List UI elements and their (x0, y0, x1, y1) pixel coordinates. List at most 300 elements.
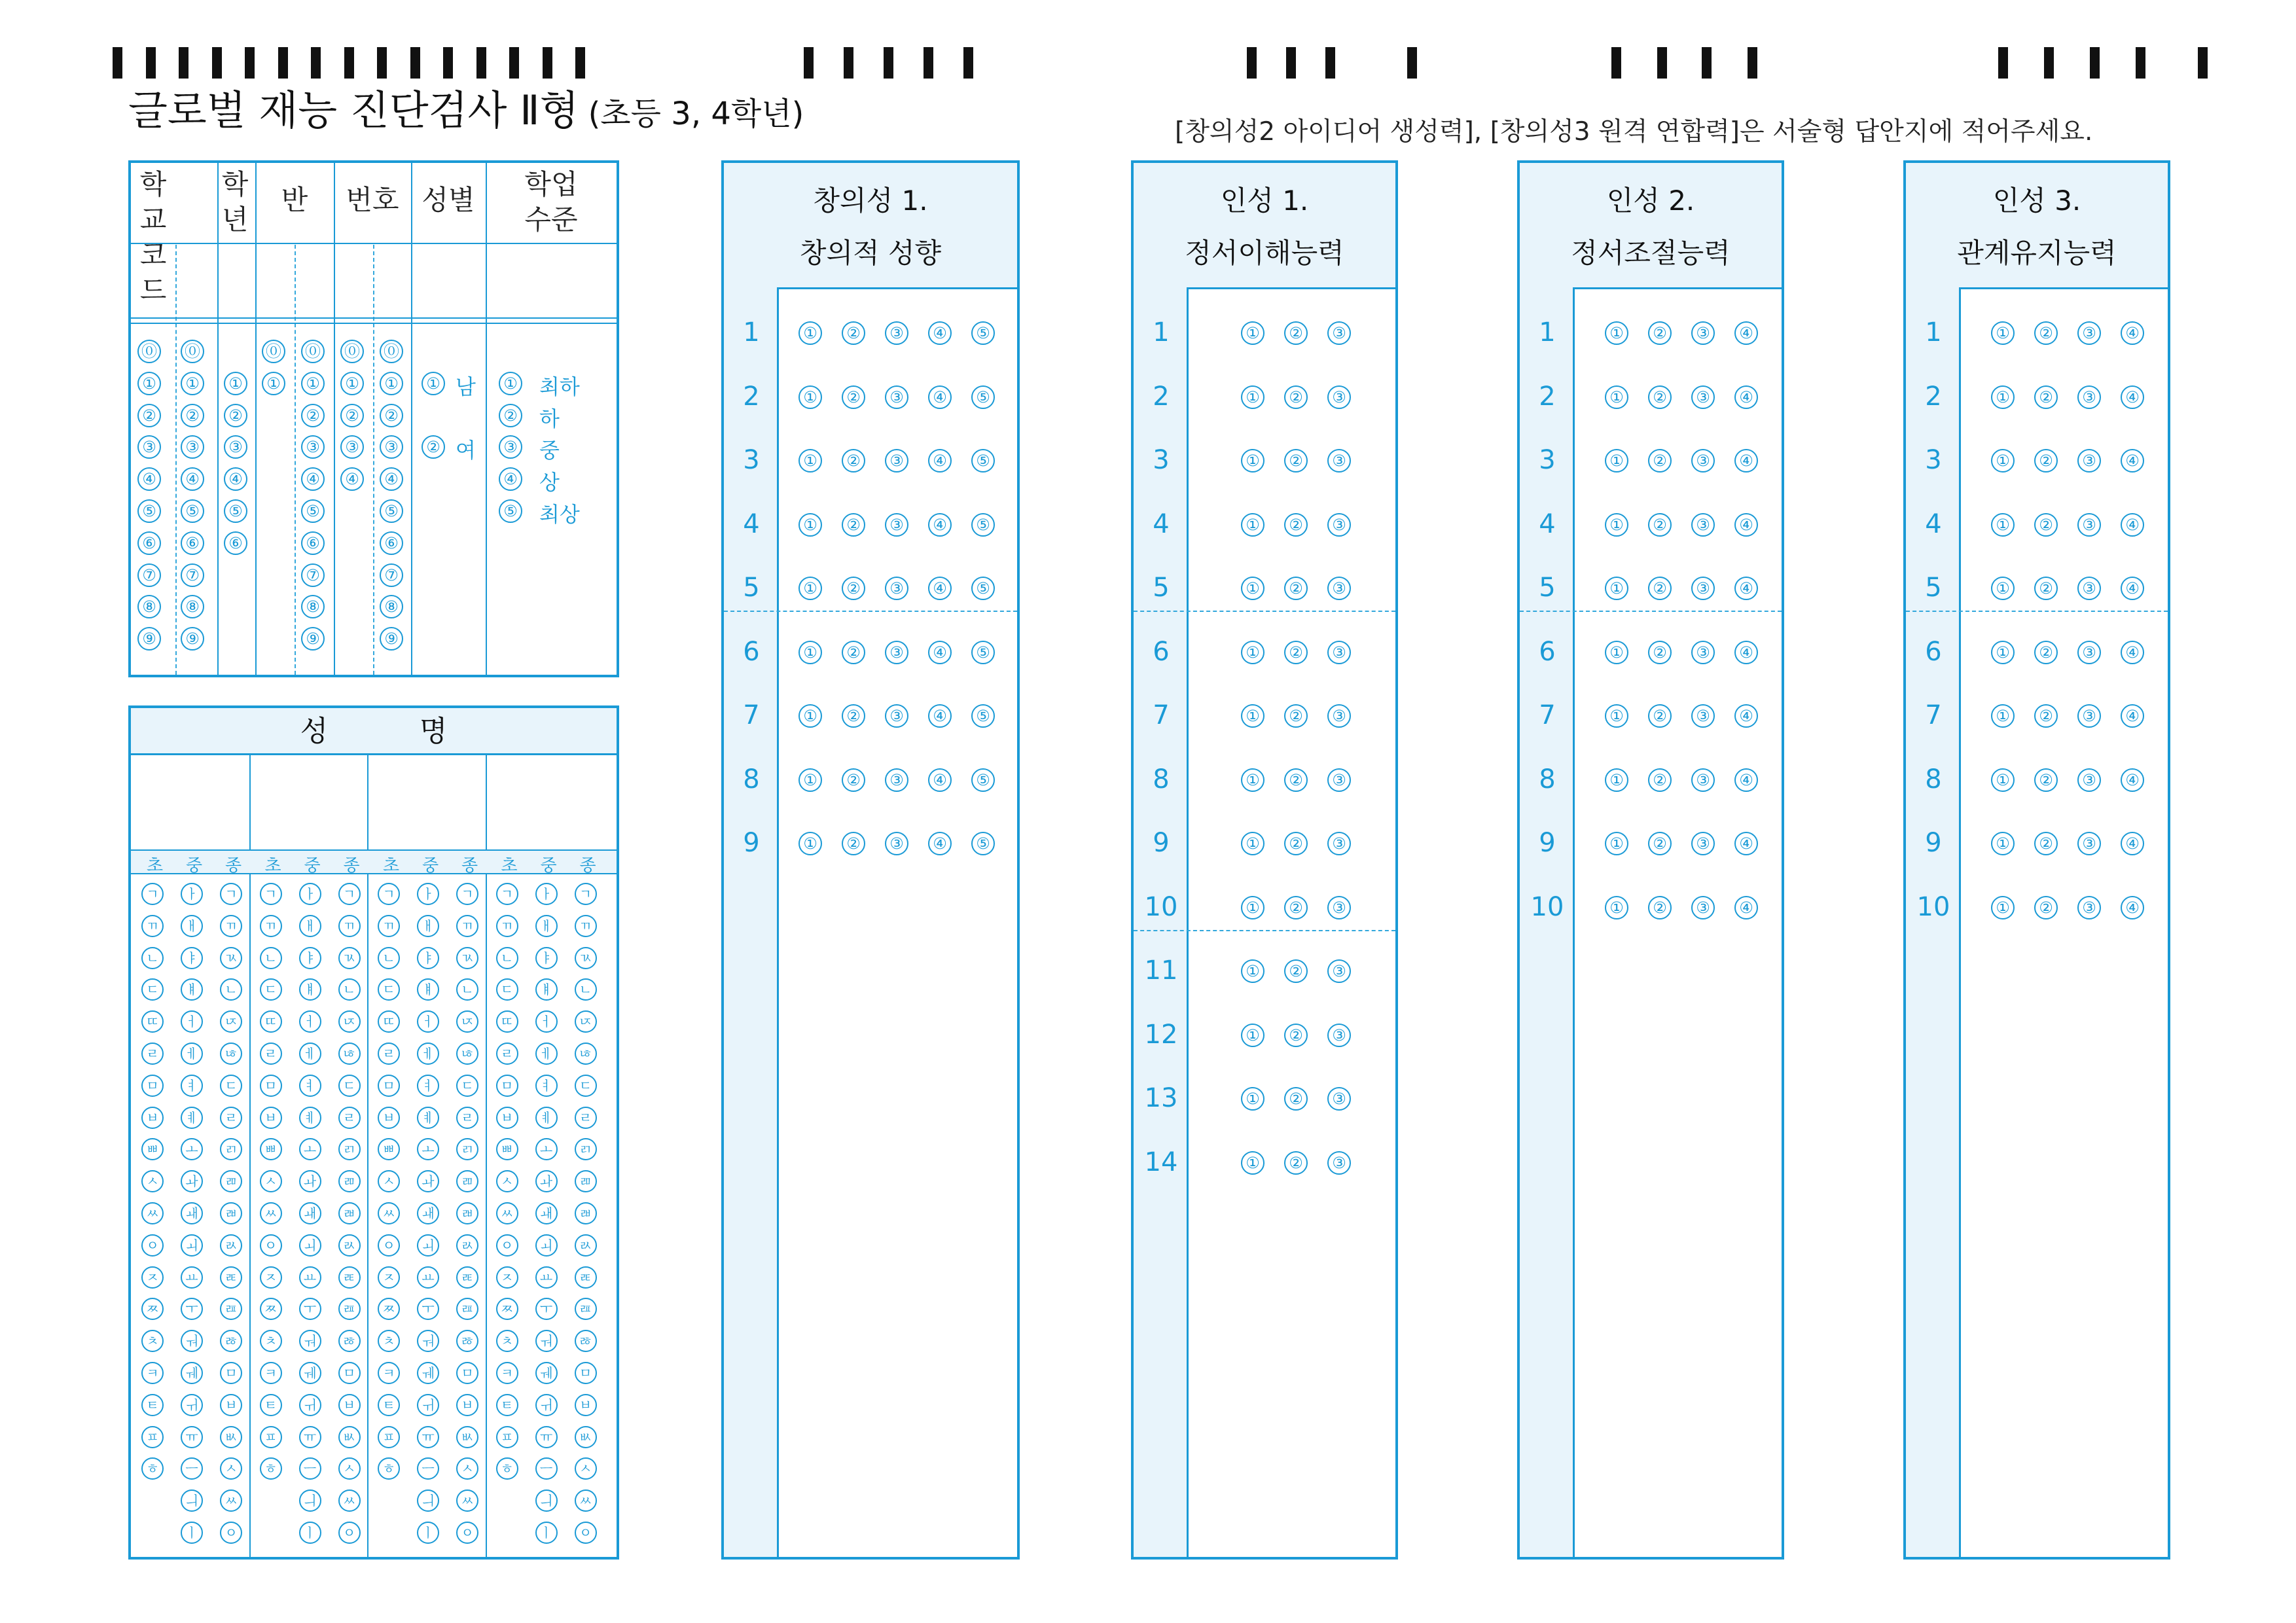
vowel-bubble[interactable]: ㅟ (417, 1394, 439, 1416)
answer-bubble[interactable]: ③ (1327, 641, 1351, 664)
initial-consonant-bubble[interactable]: ㅃ (141, 1138, 164, 1160)
final-consonant-bubble[interactable]: ㄳ (220, 947, 242, 969)
answer-bubble[interactable]: ① (1991, 641, 2015, 664)
answer-bubble[interactable]: ① (1991, 768, 2015, 792)
final-consonant-bubble[interactable]: ㄽ (338, 1234, 361, 1257)
vowel-bubble[interactable]: ㅣ (181, 1522, 203, 1544)
initial-consonant-bubble[interactable]: ㄹ (496, 1043, 518, 1065)
answer-bubble[interactable]: ① (1991, 385, 2015, 409)
answer-bubble[interactable]: ④ (1734, 896, 1758, 919)
answer-bubble[interactable]: ② (1284, 321, 1308, 345)
initial-consonant-bubble[interactable]: ㄷ (260, 978, 282, 1001)
initial-consonant-bubble[interactable]: ㄸ (141, 1010, 164, 1033)
vowel-bubble[interactable]: ㅞ (535, 1362, 558, 1384)
final-consonant-bubble[interactable]: ㄴ (575, 978, 597, 1001)
initial-consonant-bubble[interactable]: ㄲ (496, 915, 518, 937)
vowel-bubble[interactable]: ㅘ (299, 1170, 321, 1192)
initial-consonant-bubble[interactable]: ㅊ (260, 1330, 282, 1352)
answer-bubble[interactable]: ④ (1734, 321, 1758, 345)
answer-bubble[interactable]: ③ (1691, 896, 1715, 919)
initial-consonant-bubble[interactable]: ㅈ (141, 1266, 164, 1289)
answer-bubble[interactable]: ③ (1327, 449, 1351, 473)
answer-bubble[interactable]: ① (1241, 449, 1265, 473)
initial-consonant-bubble[interactable]: ㅅ (141, 1170, 164, 1192)
answer-bubble[interactable]: ② (1648, 896, 1672, 919)
class-bubble[interactable]: ② (301, 404, 325, 427)
final-consonant-bubble[interactable]: ㄳ (575, 947, 597, 969)
initial-consonant-bubble[interactable]: ㅅ (378, 1170, 400, 1192)
school-code-bubble[interactable]: ⑥ (181, 531, 204, 555)
vowel-bubble[interactable]: ㅣ (535, 1522, 558, 1544)
answer-bubble[interactable]: ② (1284, 1087, 1308, 1111)
vowel-bubble[interactable]: ㅔ (535, 1043, 558, 1065)
answer-bubble[interactable]: ① (1241, 1024, 1265, 1047)
answer-bubble[interactable]: ④ (1734, 385, 1758, 409)
vowel-bubble[interactable]: ㅟ (535, 1394, 558, 1416)
final-consonant-bubble[interactable]: ㄲ (338, 915, 361, 937)
vowel-bubble[interactable]: ㅟ (181, 1394, 203, 1416)
final-consonant-bubble[interactable]: ㄾ (456, 1266, 478, 1289)
answer-bubble[interactable]: ① (1991, 577, 2015, 600)
initial-consonant-bubble[interactable]: ㅈ (260, 1266, 282, 1289)
answer-bubble[interactable]: ③ (2077, 896, 2101, 919)
answer-bubble[interactable]: ④ (2121, 321, 2144, 345)
initial-consonant-bubble[interactable]: ㅎ (496, 1457, 518, 1480)
initial-consonant-bubble[interactable]: ㅍ (378, 1426, 400, 1448)
vowel-bubble[interactable]: ㅓ (181, 1010, 203, 1033)
final-consonant-bubble[interactable]: ㄺ (220, 1138, 242, 1160)
vowel-bubble[interactable]: ㅑ (535, 947, 558, 969)
vowel-bubble[interactable]: ㅜ (417, 1298, 439, 1320)
answer-bubble[interactable]: ⑤ (971, 641, 995, 664)
answer-bubble[interactable]: ① (798, 449, 822, 473)
vowel-bubble[interactable]: ㅘ (417, 1170, 439, 1192)
initial-consonant-bubble[interactable]: ㅁ (260, 1075, 282, 1097)
vowel-bubble[interactable]: ㅔ (181, 1043, 203, 1065)
initial-consonant-bubble[interactable]: ㄲ (141, 915, 164, 937)
initial-consonant-bubble[interactable]: ㅋ (141, 1362, 164, 1384)
class-bubble[interactable]: ⑧ (301, 595, 325, 618)
answer-bubble[interactable]: ① (1991, 896, 2015, 919)
vowel-bubble[interactable]: ㅏ (535, 883, 558, 905)
answer-bubble[interactable]: ① (1241, 1151, 1265, 1175)
vowel-bubble[interactable]: ㅚ (535, 1234, 558, 1257)
initial-consonant-bubble[interactable]: ㅌ (260, 1394, 282, 1416)
vowel-bubble[interactable]: ㅘ (535, 1170, 558, 1192)
class-bubble[interactable]: ④ (301, 467, 325, 491)
final-consonant-bubble[interactable]: ㄷ (456, 1075, 478, 1097)
level-bubble[interactable]: ① (499, 372, 522, 395)
answer-bubble[interactable]: ② (2034, 832, 2058, 855)
vowel-bubble[interactable]: ㅑ (417, 947, 439, 969)
answer-bubble[interactable]: ① (1241, 577, 1265, 600)
answer-bubble[interactable]: ② (1648, 832, 1672, 855)
initial-consonant-bubble[interactable]: ㅃ (496, 1138, 518, 1160)
vowel-bubble[interactable]: ㅑ (299, 947, 321, 969)
school-code-bubble[interactable]: ⑤ (181, 499, 204, 523)
answer-bubble[interactable]: ④ (2121, 513, 2144, 537)
final-consonant-bubble[interactable]: ㄹ (338, 1107, 361, 1129)
answer-bubble[interactable]: ② (1648, 321, 1672, 345)
school-code-bubble[interactable]: ④ (181, 467, 204, 491)
answer-bubble[interactable]: ④ (928, 768, 952, 792)
answer-bubble[interactable]: ④ (1734, 577, 1758, 600)
final-consonant-bubble[interactable]: ㄶ (220, 1043, 242, 1065)
answer-bubble[interactable]: ① (1991, 449, 2015, 473)
answer-bubble[interactable]: ① (1605, 704, 1628, 728)
initial-consonant-bubble[interactable]: ㄷ (141, 978, 164, 1001)
school-code-bubble[interactable]: ⑨ (181, 627, 204, 651)
initial-consonant-bubble[interactable]: ㅎ (141, 1457, 164, 1480)
vowel-bubble[interactable]: ㅙ (535, 1202, 558, 1224)
final-consonant-bubble[interactable]: ㄴ (338, 978, 361, 1001)
answer-bubble[interactable]: ② (842, 577, 865, 600)
answer-bubble[interactable]: ④ (928, 577, 952, 600)
answer-bubble[interactable]: ⑤ (971, 385, 995, 409)
school-code-bubble[interactable]: ③ (181, 435, 204, 459)
initial-consonant-bubble[interactable]: ㄷ (496, 978, 518, 1001)
answer-bubble[interactable]: ② (1284, 513, 1308, 537)
answer-bubble[interactable]: ② (842, 641, 865, 664)
final-consonant-bubble[interactable]: ㄿ (456, 1298, 478, 1320)
answer-bubble[interactable]: ④ (1734, 768, 1758, 792)
final-consonant-bubble[interactable]: ㅅ (456, 1457, 478, 1480)
school-code-bubble[interactable]: ① (137, 372, 161, 395)
vowel-bubble[interactable]: ㅟ (299, 1394, 321, 1416)
final-consonant-bubble[interactable]: ㄻ (338, 1170, 361, 1192)
answer-bubble[interactable]: ② (1284, 896, 1308, 919)
initial-consonant-bubble[interactable]: ㄴ (378, 947, 400, 969)
vowel-bubble[interactable]: ㅢ (299, 1489, 321, 1512)
answer-bubble[interactable]: ① (1241, 896, 1265, 919)
vowel-bubble[interactable]: ㅖ (181, 1107, 203, 1129)
answer-bubble[interactable]: ② (1648, 768, 1672, 792)
answer-bubble[interactable]: ④ (928, 513, 952, 537)
answer-bubble[interactable]: ③ (885, 641, 908, 664)
initial-consonant-bubble[interactable]: ㄸ (496, 1010, 518, 1033)
answer-bubble[interactable]: ② (1648, 704, 1672, 728)
final-consonant-bubble[interactable]: ㅆ (456, 1489, 478, 1512)
vowel-bubble[interactable]: ㅠ (417, 1426, 439, 1448)
final-consonant-bubble[interactable]: ㄾ (575, 1266, 597, 1289)
vowel-bubble[interactable]: ㅔ (417, 1043, 439, 1065)
answer-bubble[interactable]: ② (2034, 513, 2058, 537)
initial-consonant-bubble[interactable]: ㄹ (260, 1043, 282, 1065)
answer-bubble[interactable]: ④ (2121, 768, 2144, 792)
answer-bubble[interactable]: ③ (885, 385, 908, 409)
final-consonant-bubble[interactable]: ㄿ (575, 1298, 597, 1320)
answer-bubble[interactable]: ③ (1327, 321, 1351, 345)
answer-bubble[interactable]: ③ (1327, 959, 1351, 983)
final-consonant-bubble[interactable]: ㄽ (456, 1234, 478, 1257)
initial-consonant-bubble[interactable]: ㅃ (260, 1138, 282, 1160)
initial-consonant-bubble[interactable]: ㅉ (141, 1298, 164, 1320)
answer-bubble[interactable]: ② (2034, 641, 2058, 664)
vowel-bubble[interactable]: ㅒ (181, 978, 203, 1001)
final-consonant-bubble[interactable]: ㄺ (338, 1138, 361, 1160)
answer-bubble[interactable]: ② (842, 321, 865, 345)
school-code-bubble[interactable]: ① (181, 372, 204, 395)
vowel-bubble[interactable]: ㅞ (299, 1362, 321, 1384)
final-consonant-bubble[interactable]: ㅁ (456, 1362, 478, 1384)
class-bubble[interactable]: ⑤ (301, 499, 325, 523)
number-bubble[interactable]: ① (380, 372, 403, 395)
initial-consonant-bubble[interactable]: ㅉ (378, 1298, 400, 1320)
class-bubble[interactable]: ③ (301, 435, 325, 459)
answer-bubble[interactable]: ⑤ (971, 768, 995, 792)
final-consonant-bubble[interactable]: ㄶ (575, 1043, 597, 1065)
answer-bubble[interactable]: ② (1284, 832, 1308, 855)
vowel-bubble[interactable]: ㅕ (299, 1075, 321, 1097)
final-consonant-bubble[interactable]: ㄽ (575, 1234, 597, 1257)
answer-bubble[interactable]: ③ (2077, 704, 2101, 728)
vowel-bubble[interactable]: ㅡ (181, 1457, 203, 1480)
initial-consonant-bubble[interactable]: ㅉ (260, 1298, 282, 1320)
vowel-bubble[interactable]: ㅙ (417, 1202, 439, 1224)
answer-bubble[interactable]: ③ (2077, 577, 2101, 600)
school-code-bubble[interactable]: ⓪ (137, 340, 161, 363)
initial-consonant-bubble[interactable]: ㄱ (496, 883, 518, 905)
vowel-bubble[interactable]: ㅐ (417, 915, 439, 937)
answer-bubble[interactable]: ④ (2121, 832, 2144, 855)
number-bubble[interactable]: ⓪ (380, 340, 403, 363)
final-consonant-bubble[interactable]: ㅂ (338, 1394, 361, 1416)
initial-consonant-bubble[interactable]: ㅈ (496, 1266, 518, 1289)
answer-bubble[interactable]: ③ (1327, 832, 1351, 855)
number-bubble[interactable]: ③ (380, 435, 403, 459)
answer-bubble[interactable]: ③ (1691, 641, 1715, 664)
final-consonant-bubble[interactable]: ㅁ (575, 1362, 597, 1384)
final-consonant-bubble[interactable]: ㄹ (456, 1107, 478, 1129)
final-consonant-bubble[interactable]: ㄵ (220, 1010, 242, 1033)
answer-bubble[interactable]: ② (1284, 449, 1308, 473)
initial-consonant-bubble[interactable]: ㅇ (141, 1234, 164, 1257)
final-consonant-bubble[interactable]: ㄴ (456, 978, 478, 1001)
vowel-bubble[interactable]: ㅢ (417, 1489, 439, 1512)
number-bubble[interactable]: ⑦ (380, 563, 403, 587)
number-bubble[interactable]: ⑥ (380, 531, 403, 555)
final-consonant-bubble[interactable]: ㅇ (220, 1522, 242, 1544)
vowel-bubble[interactable]: ㅏ (299, 883, 321, 905)
final-consonant-bubble[interactable]: ㄶ (456, 1043, 478, 1065)
answer-bubble[interactable]: ③ (885, 577, 908, 600)
answer-bubble[interactable]: ① (1241, 513, 1265, 537)
initial-consonant-bubble[interactable]: ㅂ (496, 1107, 518, 1129)
answer-bubble[interactable]: ② (1284, 704, 1308, 728)
final-consonant-bubble[interactable]: ㅀ (456, 1330, 478, 1352)
vowel-bubble[interactable]: ㅡ (535, 1457, 558, 1480)
final-consonant-bubble[interactable]: ㄿ (338, 1298, 361, 1320)
answer-bubble[interactable]: ① (1241, 1087, 1265, 1111)
vowel-bubble[interactable]: ㅐ (535, 915, 558, 937)
number-bubble[interactable]: ② (380, 404, 403, 427)
number-bubble[interactable]: ⓪ (340, 340, 364, 363)
answer-bubble[interactable]: ④ (928, 832, 952, 855)
answer-bubble[interactable]: ① (1991, 513, 2015, 537)
answer-bubble[interactable]: ① (798, 641, 822, 664)
grade-bubble[interactable]: ④ (224, 467, 247, 491)
answer-bubble[interactable]: ③ (1691, 832, 1715, 855)
initial-consonant-bubble[interactable]: ㅊ (378, 1330, 400, 1352)
answer-bubble[interactable]: ⑤ (971, 513, 995, 537)
initial-consonant-bubble[interactable]: ㅋ (496, 1362, 518, 1384)
answer-bubble[interactable]: ③ (885, 832, 908, 855)
number-bubble[interactable]: ③ (340, 435, 364, 459)
class-bubble[interactable]: ⓪ (301, 340, 325, 363)
vowel-bubble[interactable]: ㅙ (181, 1202, 203, 1224)
initial-consonant-bubble[interactable]: ㅂ (141, 1107, 164, 1129)
vowel-bubble[interactable]: ㅣ (417, 1522, 439, 1544)
answer-bubble[interactable]: ① (1605, 768, 1628, 792)
vowel-bubble[interactable]: ㅡ (417, 1457, 439, 1480)
level-bubble[interactable]: ② (499, 404, 522, 427)
vowel-bubble[interactable]: ㅠ (535, 1426, 558, 1448)
answer-bubble[interactable]: ④ (2121, 704, 2144, 728)
answer-bubble[interactable]: ③ (1327, 768, 1351, 792)
initial-consonant-bubble[interactable]: ㅌ (496, 1394, 518, 1416)
answer-bubble[interactable]: ① (1241, 385, 1265, 409)
initial-consonant-bubble[interactable]: ㅈ (378, 1266, 400, 1289)
final-consonant-bubble[interactable]: ㅄ (220, 1426, 242, 1448)
answer-bubble[interactable]: ④ (928, 641, 952, 664)
final-consonant-bubble[interactable]: ㅁ (220, 1362, 242, 1384)
answer-bubble[interactable]: ③ (1327, 1024, 1351, 1047)
answer-bubble[interactable]: ① (1241, 704, 1265, 728)
vowel-bubble[interactable]: ㅒ (535, 978, 558, 1001)
answer-bubble[interactable]: ③ (1327, 704, 1351, 728)
final-consonant-bubble[interactable]: ㄼ (220, 1202, 242, 1224)
answer-bubble[interactable]: ② (2034, 385, 2058, 409)
final-consonant-bubble[interactable]: ㄶ (338, 1043, 361, 1065)
level-bubble[interactable]: ④ (499, 467, 522, 491)
answer-bubble[interactable]: ⑤ (971, 704, 995, 728)
answer-bubble[interactable]: ③ (885, 704, 908, 728)
final-consonant-bubble[interactable]: ㄷ (338, 1075, 361, 1097)
vowel-bubble[interactable]: ㅒ (299, 978, 321, 1001)
answer-bubble[interactable]: ② (1648, 513, 1672, 537)
vowel-bubble[interactable]: ㅞ (417, 1362, 439, 1384)
final-consonant-bubble[interactable]: ㅀ (220, 1330, 242, 1352)
initial-consonant-bubble[interactable]: ㅍ (141, 1426, 164, 1448)
answer-bubble[interactable]: ③ (2077, 513, 2101, 537)
answer-bubble[interactable]: ① (1605, 832, 1628, 855)
vowel-bubble[interactable]: ㅝ (299, 1330, 321, 1352)
answer-bubble[interactable]: ③ (2077, 832, 2101, 855)
level-bubble[interactable]: ⑤ (499, 499, 522, 523)
initial-consonant-bubble[interactable]: ㄴ (260, 947, 282, 969)
answer-bubble[interactable]: ③ (1327, 1087, 1351, 1111)
number-bubble[interactable]: ⑨ (380, 627, 403, 651)
vowel-bubble[interactable]: ㅜ (299, 1298, 321, 1320)
answer-bubble[interactable]: ② (2034, 704, 2058, 728)
school-code-bubble[interactable]: ⑦ (181, 563, 204, 587)
answer-bubble[interactable]: ② (2034, 321, 2058, 345)
answer-bubble[interactable]: ④ (2121, 896, 2144, 919)
initial-consonant-bubble[interactable]: ㄲ (260, 915, 282, 937)
answer-bubble[interactable]: ④ (2121, 641, 2144, 664)
answer-bubble[interactable]: ② (1648, 577, 1672, 600)
answer-bubble[interactable]: ③ (1327, 513, 1351, 537)
initial-consonant-bubble[interactable]: ㅎ (260, 1457, 282, 1480)
initial-consonant-bubble[interactable]: ㄱ (378, 883, 400, 905)
answer-bubble[interactable]: ④ (2121, 577, 2144, 600)
answer-bubble[interactable]: ④ (2121, 449, 2144, 473)
answer-bubble[interactable]: ① (1605, 641, 1628, 664)
class-bubble[interactable]: ⓪ (262, 340, 285, 363)
school-code-bubble[interactable]: ④ (137, 467, 161, 491)
final-consonant-bubble[interactable]: ㅆ (338, 1489, 361, 1512)
vowel-bubble[interactable]: ㅐ (181, 915, 203, 937)
answer-bubble[interactable]: ③ (1691, 704, 1715, 728)
answer-bubble[interactable]: ③ (1691, 768, 1715, 792)
school-code-bubble[interactable]: ⓪ (181, 340, 204, 363)
vowel-bubble[interactable]: ㅚ (181, 1234, 203, 1257)
final-consonant-bubble[interactable]: ㅄ (575, 1426, 597, 1448)
school-code-bubble[interactable]: ⑤ (137, 499, 161, 523)
final-consonant-bubble[interactable]: ㅅ (338, 1457, 361, 1480)
initial-consonant-bubble[interactable]: ㅋ (378, 1362, 400, 1384)
number-bubble[interactable]: ⑧ (380, 595, 403, 618)
class-bubble[interactable]: ⑦ (301, 563, 325, 587)
class-bubble[interactable]: ① (301, 372, 325, 395)
answer-bubble[interactable]: ② (2034, 896, 2058, 919)
initial-consonant-bubble[interactable]: ㄹ (141, 1043, 164, 1065)
initial-consonant-bubble[interactable]: ㄹ (378, 1043, 400, 1065)
answer-bubble[interactable]: ② (1284, 959, 1308, 983)
answer-bubble[interactable]: ② (1284, 1024, 1308, 1047)
answer-bubble[interactable]: ① (1241, 768, 1265, 792)
final-consonant-bubble[interactable]: ㄹ (575, 1107, 597, 1129)
grade-bubble[interactable]: ⑥ (224, 531, 247, 555)
answer-bubble[interactable]: ⑤ (971, 832, 995, 855)
initial-consonant-bubble[interactable]: ㅎ (378, 1457, 400, 1480)
gender-bubble[interactable]: ② (422, 435, 445, 459)
initial-consonant-bubble[interactable]: ㄷ (378, 978, 400, 1001)
number-bubble[interactable]: ① (340, 372, 364, 395)
answer-bubble[interactable]: ① (1241, 321, 1265, 345)
answer-bubble[interactable]: ③ (885, 449, 908, 473)
initial-consonant-bubble[interactable]: ㅊ (141, 1330, 164, 1352)
vowel-bubble[interactable]: ㅡ (299, 1457, 321, 1480)
initial-consonant-bubble[interactable]: ㅅ (496, 1170, 518, 1192)
final-consonant-bubble[interactable]: ㄾ (338, 1266, 361, 1289)
answer-bubble[interactable]: ③ (2077, 321, 2101, 345)
final-consonant-bubble[interactable]: ㅇ (456, 1522, 478, 1544)
final-consonant-bubble[interactable]: ㄳ (338, 947, 361, 969)
initial-consonant-bubble[interactable]: ㅇ (260, 1234, 282, 1257)
initial-consonant-bubble[interactable]: ㅍ (496, 1426, 518, 1448)
initial-consonant-bubble[interactable]: ㄱ (260, 883, 282, 905)
final-consonant-bubble[interactable]: ㄹ (220, 1107, 242, 1129)
final-consonant-bubble[interactable]: ㄵ (456, 1010, 478, 1033)
final-consonant-bubble[interactable]: ㄳ (456, 947, 478, 969)
vowel-bubble[interactable]: ㅠ (299, 1426, 321, 1448)
vowel-bubble[interactable]: ㅒ (417, 978, 439, 1001)
number-bubble[interactable]: ② (340, 404, 364, 427)
vowel-bubble[interactable]: ㅕ (535, 1075, 558, 1097)
vowel-bubble[interactable]: ㅢ (181, 1489, 203, 1512)
vowel-bubble[interactable]: ㅝ (417, 1330, 439, 1352)
answer-bubble[interactable]: ① (1605, 321, 1628, 345)
answer-bubble[interactable]: ④ (928, 321, 952, 345)
answer-bubble[interactable]: ② (1284, 641, 1308, 664)
school-code-bubble[interactable]: ⑦ (137, 563, 161, 587)
initial-consonant-bubble[interactable]: ㄸ (260, 1010, 282, 1033)
class-bubble[interactable]: ⑨ (301, 627, 325, 651)
answer-bubble[interactable]: ④ (1734, 449, 1758, 473)
answer-bubble[interactable]: ③ (1691, 385, 1715, 409)
final-consonant-bubble[interactable]: ㄵ (338, 1010, 361, 1033)
